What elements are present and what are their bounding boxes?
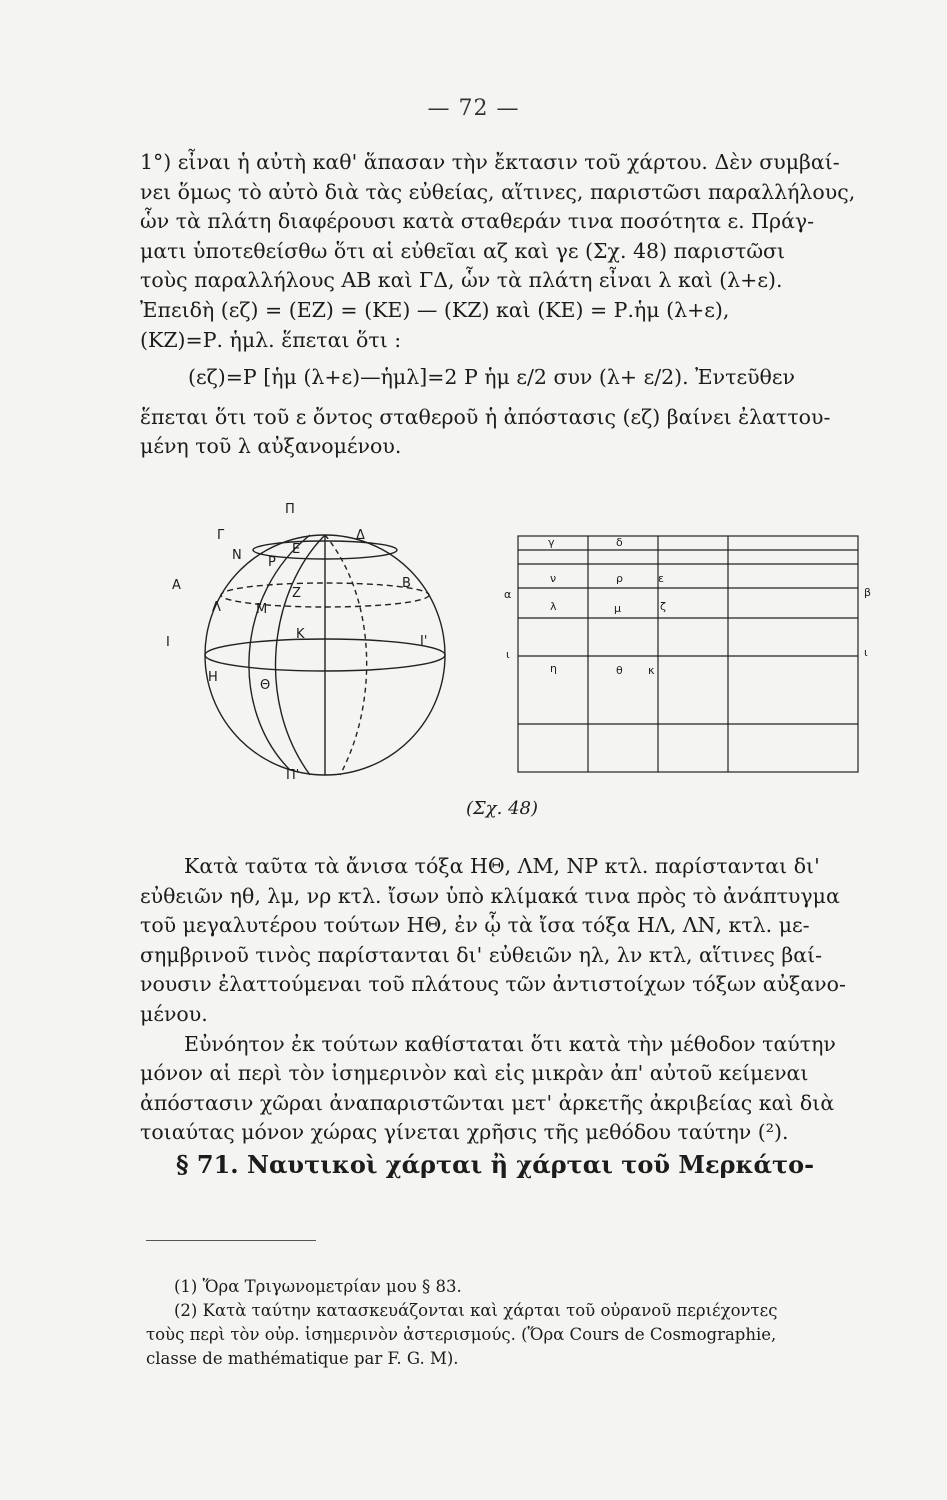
figure-drawing xyxy=(160,500,880,800)
text-line: εὐθειῶν ηθ, λμ, νρ κτλ. ἴσων ὑπὸ κλίμακά τινα πρὸς τὸ ἀνάπτυγμα xyxy=(140,883,840,908)
footnote-divider xyxy=(146,1240,316,1241)
label-B: Β xyxy=(402,576,411,591)
meridian-3 xyxy=(325,535,367,775)
label-N: Ν xyxy=(232,548,242,563)
label-H: Η xyxy=(208,670,218,685)
footnotes xyxy=(146,1275,898,1371)
label-A: Α xyxy=(172,578,181,593)
label-P-prime: Π' xyxy=(286,768,300,783)
paragraph-block-bottom xyxy=(140,852,896,1148)
label-M: Μ xyxy=(256,602,268,617)
footnote-2-cont: τοὺς περὶ τὸν οὐρ. ἰσημερινὸν ἀστερισμούς. (Ὅρα Cours de Cosmographie, xyxy=(146,1325,777,1344)
figure-48 xyxy=(160,500,880,830)
label-L: Λ xyxy=(212,600,221,615)
map-label-d: δ xyxy=(616,536,623,549)
map-label-z: ζ xyxy=(660,600,666,613)
map-label-g: γ xyxy=(548,536,555,549)
text-line: ἕπεται ὅτι τοῦ ε ὄντος σταθεροῦ ἡ ἀπόστασις (εζ) βαίνει ἐλαττου- xyxy=(140,404,831,429)
label-K: Κ xyxy=(296,627,305,642)
text-line: νουσιν ἐλαττούμεναι τοῦ πλάτους τῶν ἀντιστοίχων τόξων αὐξανο- xyxy=(140,972,846,997)
label-D: Δ xyxy=(356,528,365,543)
label-Th: Θ xyxy=(260,678,271,693)
paragraph-block-top xyxy=(140,148,896,462)
map-label-i2: ι xyxy=(864,646,868,659)
text-line: μένου. xyxy=(140,1001,208,1026)
map-label-n: ν xyxy=(550,572,557,585)
text-line: ματι ὑποτεθείσθω ὅτι αἱ εὐθεῖαι αζ καὶ γε (Σχ. 48) παριστῶσι xyxy=(140,238,786,263)
map-label-k: κ xyxy=(648,664,655,677)
label-G: Γ xyxy=(217,528,225,543)
text-line: 1°) εἶναι ἡ αὐτὴ καθ' ἅπασαν τὴν ἔκτασιν τοῦ χάρτου. Δὲν συμβαί- xyxy=(140,150,840,174)
map-label-b: β xyxy=(864,586,872,599)
label-E: Ε xyxy=(292,542,301,557)
text-line: ὧν τὰ πλάτη διαφέρουσι κατὰ σταθεράν τινα ποσότητα ε. Πράγ- xyxy=(140,209,815,234)
map-label-r: ρ xyxy=(616,572,623,585)
text-line: τοὺς παραλλήλους ΑΒ καὶ ΓΔ, ὧν τὰ πλάτη εἶναι λ καὶ (λ+ε). xyxy=(140,268,783,293)
text-line: (ΚΖ)=Ρ. ἡμλ. ἕπεται ὅτι : xyxy=(140,327,402,352)
text-line: Εὐνόητον ἐκ τούτων καθίσταται ὅτι κατὰ τὴν μέθοδον ταύτην xyxy=(184,1031,836,1056)
meridian-2 xyxy=(249,535,310,770)
footnote-2: (2) Κατὰ ταύτην κατασκευάζονται καὶ χάρται τοῦ οὐρανοῦ περιέχοντες xyxy=(174,1301,778,1320)
map-label-e: ε xyxy=(658,572,664,585)
text-line: νει ὅμως τὸ αὐτὸ διὰ τὰς εὐθείας, αἵτινες, παριστῶσι παραλλήλους, xyxy=(140,179,856,204)
text-line: σημβρινοῦ τινὸς παρίστανται δι' εὐθειῶν ηλ, λν κτλ, αἵτινες βαί- xyxy=(140,942,823,967)
map-label-h: η xyxy=(550,662,557,675)
label-I-prime: Ι' xyxy=(420,634,428,649)
text-line: τοῦ μεγαλυτέρου τούτων ΗΘ, ἐν ᾧ τὰ ἴσα τόξα ΗΛ, ΛΝ, κτλ. με- xyxy=(140,913,810,938)
figure-caption: (Σχ. 48) xyxy=(466,798,539,819)
text-line: Κατὰ ταῦτα τὰ ἄνισα τόξα ΗΘ, ΛΜ, ΝΡ κτλ. παρίστανται δι' xyxy=(184,854,820,878)
label-I: Ι xyxy=(166,635,170,650)
text-line: τοιαύτας μόνον χώρας γίνεται χρῆσις τῆς μεθόδου ταύτην (²). xyxy=(140,1120,789,1145)
map-label-l: λ xyxy=(550,600,557,613)
label-Z: Ζ xyxy=(292,586,301,601)
formula-line: (εζ)=Ρ [ἡμ (λ+ε)—ἡμλ]=2 Ρ ἡμ ε/2 συν (λ+ ε/2). Ἐντεῦθεν xyxy=(188,365,795,390)
page-number: — 72 — xyxy=(427,96,520,121)
footnote-1: (1) Ὅρα Τριγωνομετρίαν μου § 83. xyxy=(174,1277,462,1296)
map-label-i: ι xyxy=(506,648,510,661)
footnote-2-cont: classe de mathématique par F. G. M). xyxy=(146,1349,459,1368)
map-label-m: μ xyxy=(614,602,621,615)
label-P: Π xyxy=(285,502,295,517)
map-label-a: α xyxy=(504,588,512,601)
text-line: μένη τοῦ λ αὐξανομένου. xyxy=(140,434,402,459)
map-label-th: θ xyxy=(616,664,623,677)
section-heading: § 71. Ναυτικοὶ χάρται ἢ χάρται τοῦ Μερκάτο- xyxy=(176,1150,815,1179)
text-line: μόνον αἱ περὶ τὸν ἰσημερινὸν καὶ εἰς μικρὰν ἀπ' αὐτοῦ κείμεναι xyxy=(140,1061,809,1086)
text-line: Ἐπειδὴ (εζ) = (ΕΖ) = (ΚΕ) — (ΚΖ) καὶ (ΚΕ) = Ρ.ἡμ (λ+ε), xyxy=(140,297,730,322)
map-grid xyxy=(518,536,858,772)
meridian-1 xyxy=(275,535,325,775)
text-line: ἀπόστασιν χῶραι ἀναπαριστῶνται μετ' ἀρκετῆς ἀκριβείας καὶ διὰ xyxy=(140,1090,835,1115)
label-R: Ρ xyxy=(268,555,276,570)
